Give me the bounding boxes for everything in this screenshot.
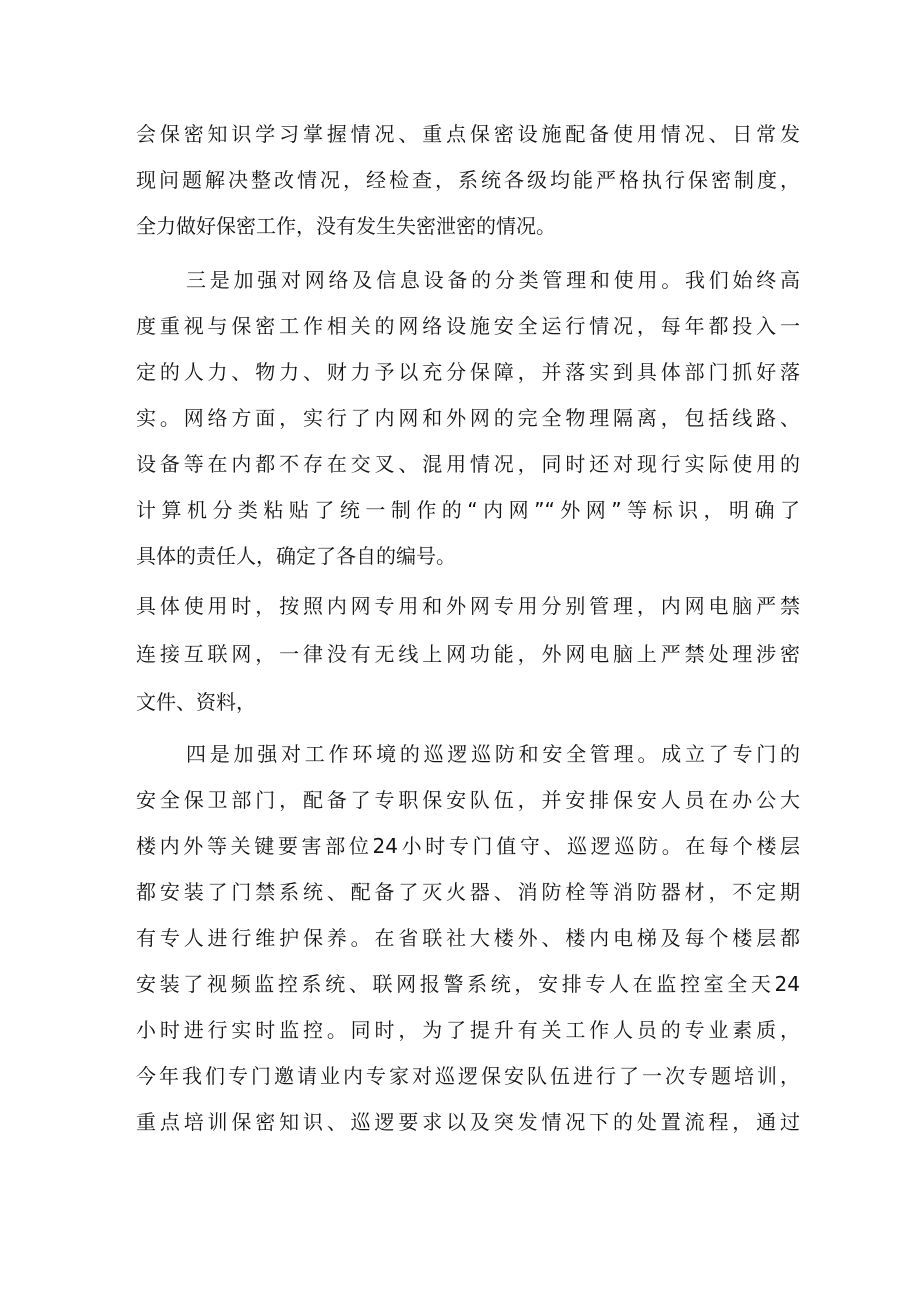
text-line: 安装了视频监控系统、联网报警系统，安排专人在监控室全天24 <box>136 972 800 996</box>
text-line: 度重视与保密工作相关的网络设施安全运行情况，每年都投入一 <box>136 314 800 338</box>
text-line: 实。网络方面，实行了内网和外网的完全物理隔离，包括线路、 <box>136 406 800 430</box>
text-line: 连接互联网，一律没有无线上网功能，外网电脑上严禁处理涉密 <box>136 642 800 666</box>
text-line: 今年我们专门邀请业内专家对巡逻保安队伍进行了一次专题培训， <box>136 1064 800 1088</box>
text-line: 安全保卫部门，配备了专职保安队伍，并安排保安人员在办公大 <box>136 788 800 812</box>
text-line: 全力做好保密工作，没有发生失密泄密的情况。 <box>136 214 556 238</box>
text-line: 重点培训保密知识、巡逻要求以及突发情况下的处置流程，通过 <box>136 1110 800 1134</box>
paragraph-start-line: 四是加强对工作环境的巡逻巡防和安全管理。成立了专门的 <box>186 742 800 766</box>
text-line: 具体使用时，按照内网专用和外网专用分别管理，内网电脑严禁 <box>136 594 800 618</box>
text-line: 小时进行实时监控。同时，为了提升有关工作人员的专业素质， <box>136 1018 800 1042</box>
text-line: 现问题解决整改情况，经检查，系统各级均能严格执行保密制度， <box>136 168 800 192</box>
text-line: 设备等在内都不存在交叉、混用情况，同时还对现行实际使用的 <box>136 452 800 476</box>
text-line: 具体的责任人，确定了各自的编号。 <box>136 544 456 568</box>
text-line: 有专人进行维护保养。在省联社大楼外、楼内电梯及每个楼层都 <box>136 926 800 950</box>
text-line: 定的人力、物力、财力予以充分保障，并落实到具体部门抓好落 <box>136 360 800 384</box>
text-line: 会保密知识学习掌握情况、重点保密设施配备使用情况、日常发 <box>136 122 800 146</box>
text-line: 楼内外等关键要害部位24小时专门值守、巡逻巡防。在每个楼层 <box>136 834 800 858</box>
paragraph-start-line: 三是加强对网络及信息设备的分类管理和使用。我们始终高 <box>186 268 800 292</box>
text-line: 计算机分类粘贴了统一制作的“内网”“外网”等标识，明确了 <box>136 498 800 522</box>
text-line: 都安装了门禁系统、配备了灭火器、消防栓等消防器材，不定期 <box>136 880 800 904</box>
text-line: 文件、资料， <box>136 690 256 714</box>
